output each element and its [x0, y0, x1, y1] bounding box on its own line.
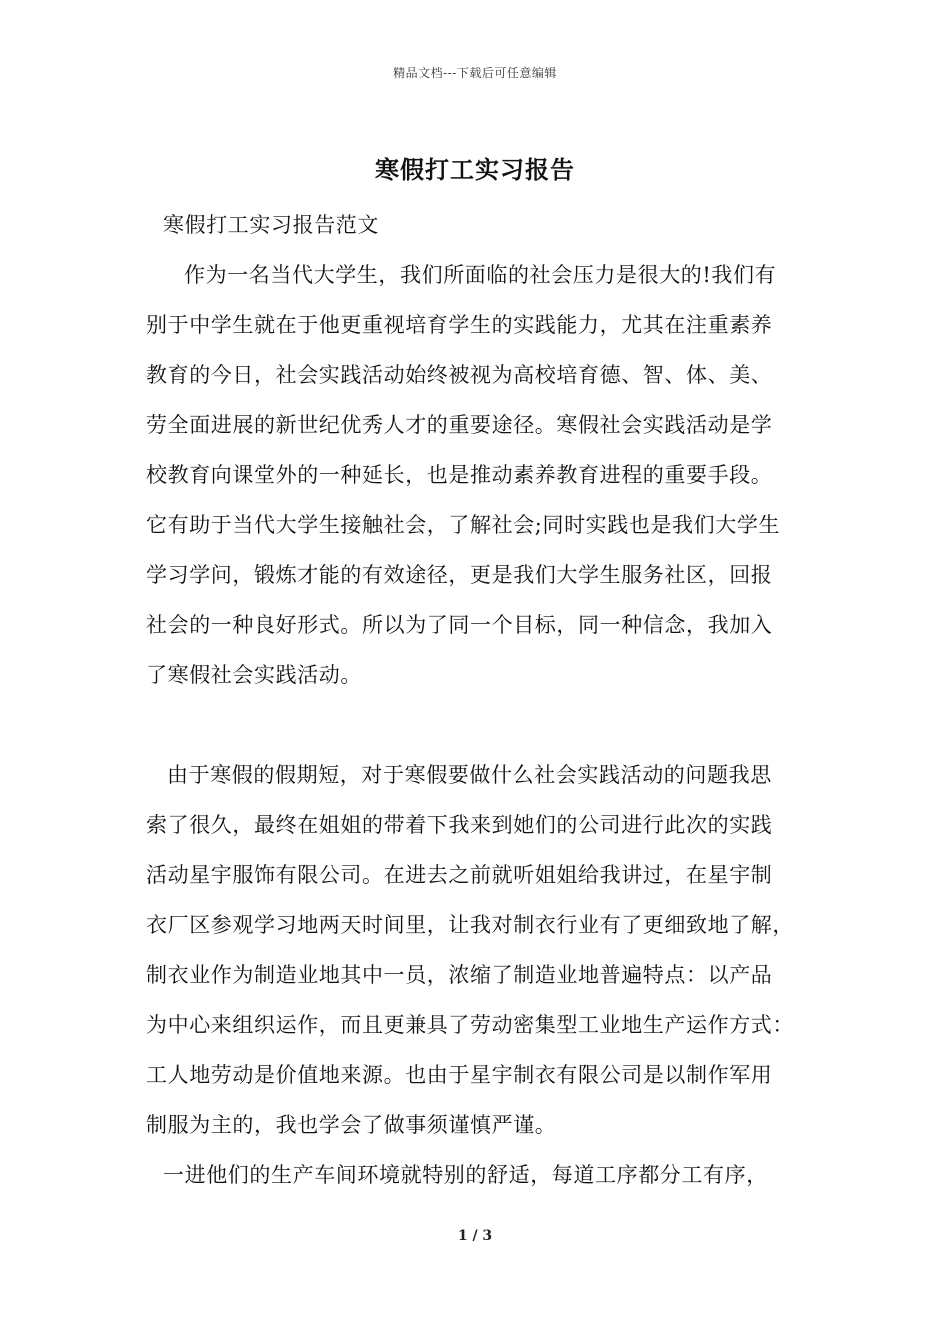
page-header-watermark: 精品文档---下载后可任意编辑: [393, 66, 557, 80]
paragraph-line: 由于寒假的假期短，对于寒假要做什么社会实践活动的问题我思: [167, 763, 772, 787]
paragraph-line: 了寒假社会实践活动。: [146, 663, 362, 687]
paragraph-line: 社会的一种良好形式。所以为了同一个目标，同一种信念，我加入: [146, 613, 773, 637]
paragraph-line: 衣厂区参观学习地两天时间里，让我对制衣行业有了更细致地了解，: [146, 913, 794, 937]
paragraph-line: 别于中学生就在于他更重视培育学生的实践能力，尤其在注重素养: [146, 313, 773, 337]
paragraph-line: 劳全面进展的新世纪优秀人才的重要途径。寒假社会实践活动是学: [146, 413, 773, 437]
paragraph-line: 索了很久，最终在姐姐的带着下我来到她们的公司进行此次的实践: [146, 813, 773, 837]
paragraph-line: 制服为主的，我也学会了做事须谨慎严谨。: [146, 1113, 557, 1137]
paragraph-line: 一进他们的生产车间环境就特别的舒适，每道工序都分工有序，: [163, 1163, 768, 1187]
paragraph-line: 制衣业作为制造业地其中一员，浓缩了制造业地普遍特点：以产品: [146, 963, 773, 987]
document-title: 寒假打工实习报告: [375, 155, 575, 184]
paragraph-line: 为中心来组织运作，而且更兼具了劳动密集型工业地生产运作方式：: [146, 1013, 794, 1037]
paragraph-line: 它有助于当代大学生接触社会，了解社会;同时实践也是我们大学生: [146, 513, 781, 537]
paragraph-line: 作为一名当代大学生，我们所面临的社会压力是很大的!我们有: [184, 263, 777, 287]
paragraph-line: 工人地劳动是价值地来源。也由于星宇制衣有限公司是以制作军用: [146, 1063, 773, 1087]
paragraph-line: 活动星宇服饰有限公司。在进去之前就听姐姐给我讲过，在星宇制: [146, 863, 773, 887]
page-number: 1 / 3: [457, 1228, 493, 1244]
document-subtitle: 寒假打工实习报告范文: [163, 213, 379, 237]
paragraph-line: 校教育向课堂外的一种延长，也是推动素养教育进程的重要手段。: [146, 463, 773, 487]
paragraph-line: 教育的今日，社会实践活动始终被视为高校培育德、智、体、美、: [146, 363, 773, 387]
paragraph-line: 学习学问，锻炼才能的有效途径，更是我们大学生服务社区，回报: [146, 563, 773, 587]
